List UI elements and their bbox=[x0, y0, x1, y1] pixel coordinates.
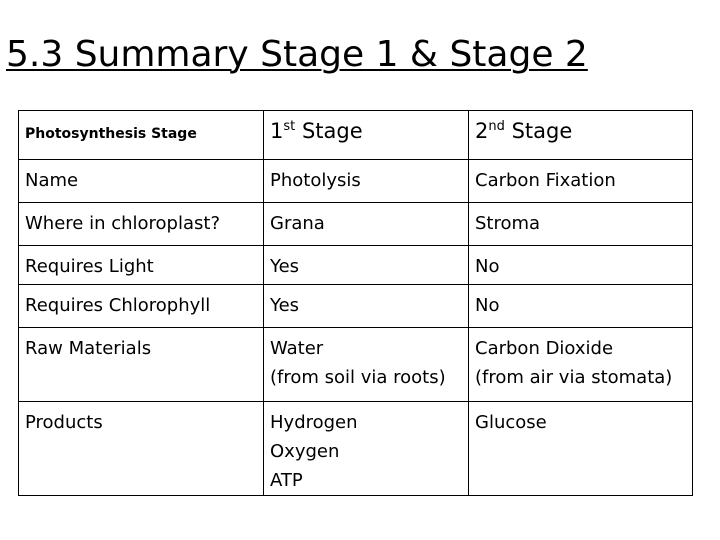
table-row-products bbox=[19, 402, 693, 496]
stage-2-cell bbox=[469, 328, 693, 402]
cell-line: No bbox=[475, 256, 500, 277]
header-stage-1-suffix: st bbox=[283, 119, 296, 134]
cell-line: Carbon Dioxide bbox=[475, 338, 614, 359]
cell-line: Water bbox=[270, 338, 324, 359]
stage-2-cell bbox=[469, 203, 693, 246]
table-row-chlorophyll bbox=[19, 285, 693, 328]
header-stage-1-number: 1 bbox=[270, 119, 284, 143]
table-row-where bbox=[19, 203, 693, 246]
stage-1-cell bbox=[264, 160, 469, 203]
header-stage-2-suffix: nd bbox=[488, 119, 505, 134]
stage-1-cell bbox=[264, 285, 469, 328]
cell-line: Hydrogen bbox=[270, 412, 358, 433]
row-label: Raw Materials bbox=[19, 328, 264, 402]
summary-table bbox=[18, 110, 693, 496]
cell-line: Yes bbox=[270, 295, 300, 316]
header-stage-2 bbox=[469, 111, 693, 160]
table-header-row bbox=[19, 111, 693, 160]
cell-line: (from air via stomata) bbox=[475, 367, 673, 388]
stage-1-cell bbox=[264, 402, 469, 496]
cell-line: Grana bbox=[270, 213, 325, 234]
row-label: Requires Chlorophyll bbox=[19, 285, 264, 328]
row-label: Name bbox=[19, 160, 264, 203]
header-stage-2-number: 2 bbox=[475, 119, 489, 143]
header-stage-1 bbox=[264, 111, 469, 160]
stage-2-cell bbox=[469, 246, 693, 285]
header-photosynthesis-stage: Photosynthesis Stage bbox=[19, 111, 264, 160]
table-row-light bbox=[19, 246, 693, 285]
stage-2-cell bbox=[469, 160, 693, 203]
cell-line: Oxygen bbox=[270, 441, 340, 462]
table-row-raw-materials bbox=[19, 328, 693, 402]
cell-line: Stroma bbox=[475, 213, 541, 234]
header-stage-2-word: Stage bbox=[511, 119, 573, 143]
cell-line: Glucose bbox=[475, 412, 547, 433]
table-row-name bbox=[19, 160, 693, 203]
row-label: Requires Light bbox=[19, 246, 264, 285]
stage-1-cell bbox=[264, 203, 469, 246]
stage-1-cell bbox=[264, 246, 469, 285]
stage-2-cell bbox=[469, 402, 693, 496]
stage-2-cell bbox=[469, 285, 693, 328]
cell-line: ATP bbox=[270, 470, 303, 491]
cell-line: Photolysis bbox=[270, 170, 361, 191]
cell-line: Carbon Fixation bbox=[475, 170, 616, 191]
cell-line: (from soil via roots) bbox=[270, 367, 446, 388]
row-label: Where in chloroplast? bbox=[19, 203, 264, 246]
slide-title: 5.3 Summary Stage 1 & Stage 2 bbox=[6, 34, 588, 75]
stage-1-cell bbox=[264, 328, 469, 402]
cell-line: No bbox=[475, 295, 500, 316]
cell-line: Yes bbox=[270, 256, 300, 277]
row-label: Products bbox=[19, 402, 264, 496]
header-stage-1-word: Stage bbox=[301, 119, 363, 143]
